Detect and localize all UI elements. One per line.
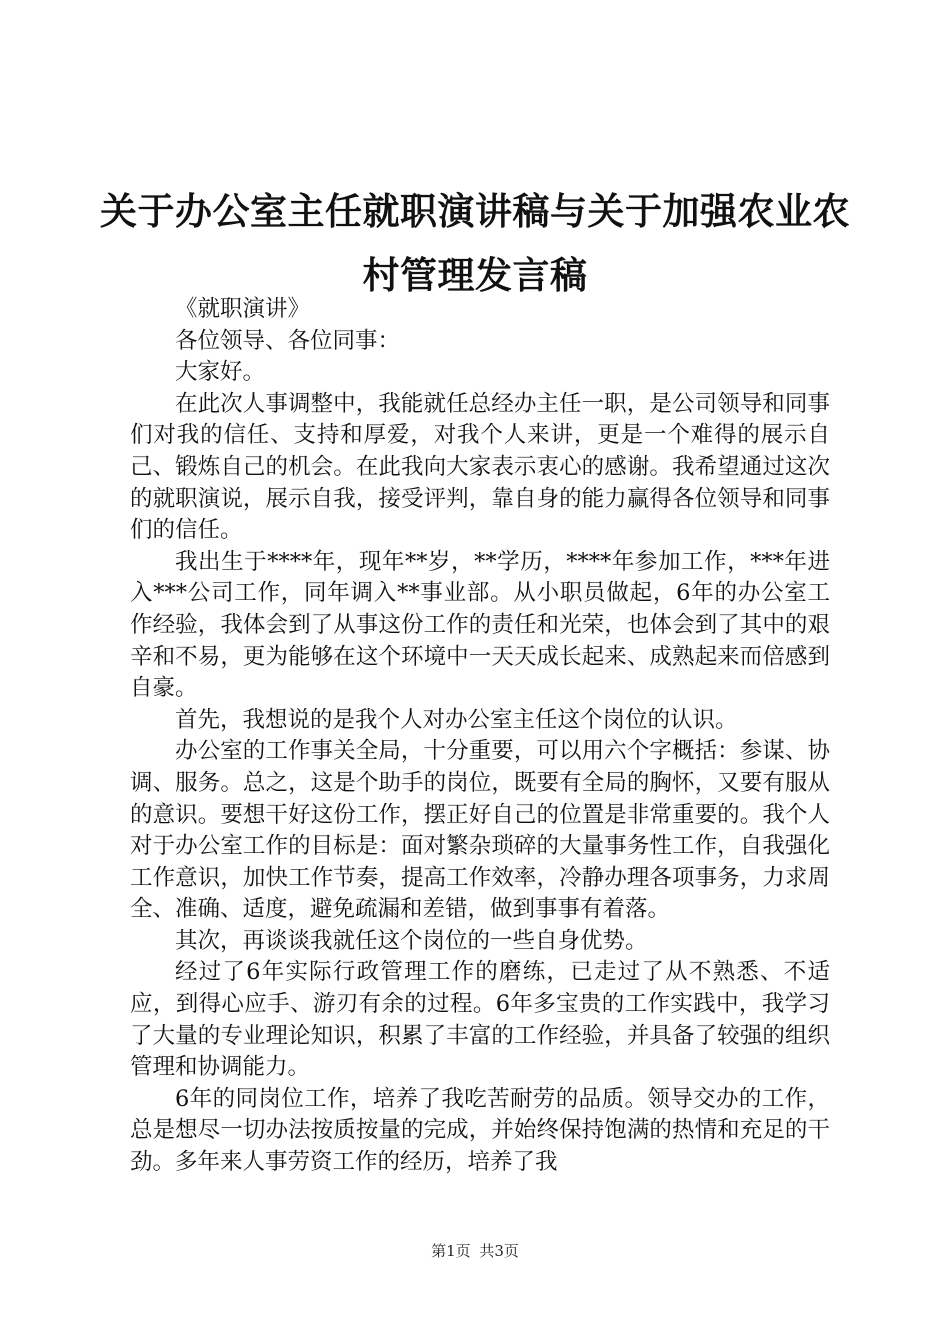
paragraph: 我出生于****年，现年**岁，**学历，****年参加工作，***年进入***公司工作，同年调入**事业部。从小职员做起，6年的办公室工作经验，我体会到了从事这份工作的责任和光荣，也体会到了其中的艰辛和不易，更为能够在这个环境中一天天成长起来、成熟起来而倍感到自豪。 xyxy=(130,548,830,702)
paragraph: 其次，再谈谈我就任这个岗位的一些自身优势。 xyxy=(175,927,648,954)
paragraph-salutation: 各位领导、各位同事： xyxy=(175,327,401,354)
paragraph: 在此次人事调整中，我能就任总经办主任一职，是公司领导和同事们对我的信任、支持和厚爱，对我个人来讲，更是一个难得的展示自己、锻炼自己的机会。在此我向大家表示衷心的感谢。我希望通过这次的就职演说，展示自我，接受评判，靠自身的能力赢得各位领导和同事们的信任。 xyxy=(130,390,830,544)
paragraph: 首先，我想说的是我个人对办公室主任这个岗位的认识。 xyxy=(175,706,738,733)
paragraph-greeting: 大家好。 xyxy=(175,359,266,386)
title-line-2: 村管理发言稿 xyxy=(362,254,588,297)
document-body xyxy=(130,294,830,1179)
paragraph-source: 《就职演讲》 xyxy=(175,296,311,322)
paragraph: 办公室的工作事关全局，十分重要，可以用六个字概括：参谋、协调、服务。总之，这是个助手的岗位，既要有全局的胸怀，又要有服从的意识。要想干好这份工作，摆正好自己的位置是非常重要的。我个人对于办公室工作的目标是：面对繁杂琐碎的大量事务性工作，自我强化工作意识，加快工作节奏，提高工作效率，冷静办理各项事务，力求周全、准确、适度，避免疏漏和差错，做到事事有着落。 xyxy=(130,738,830,923)
page-number-footer: 第1页 共3页 xyxy=(431,1242,519,1260)
title-line-1: 关于办公室主任就职演讲稿与关于加强农业农 xyxy=(100,190,850,233)
paragraph: 6年的同岗位工作，培养了我吃苦耐劳的品质。领导交办的工作，总是想尽一切办法按质按量的完成，并始终保持饱满的热情和充足的干劲。多年来人事劳资工作的经历，培养了我 xyxy=(130,1085,830,1176)
paragraph: 经过了6年实际行政管理工作的磨练，已走过了从不熟悉、不适应，到得心应手、游刃有余的过程。6年多宝贵的工作实践中，我学习了大量的专业理论知识，积累了丰富的工作经验，并具备了较强的组织管理和协调能力。 xyxy=(130,959,830,1081)
document-title xyxy=(100,180,850,308)
